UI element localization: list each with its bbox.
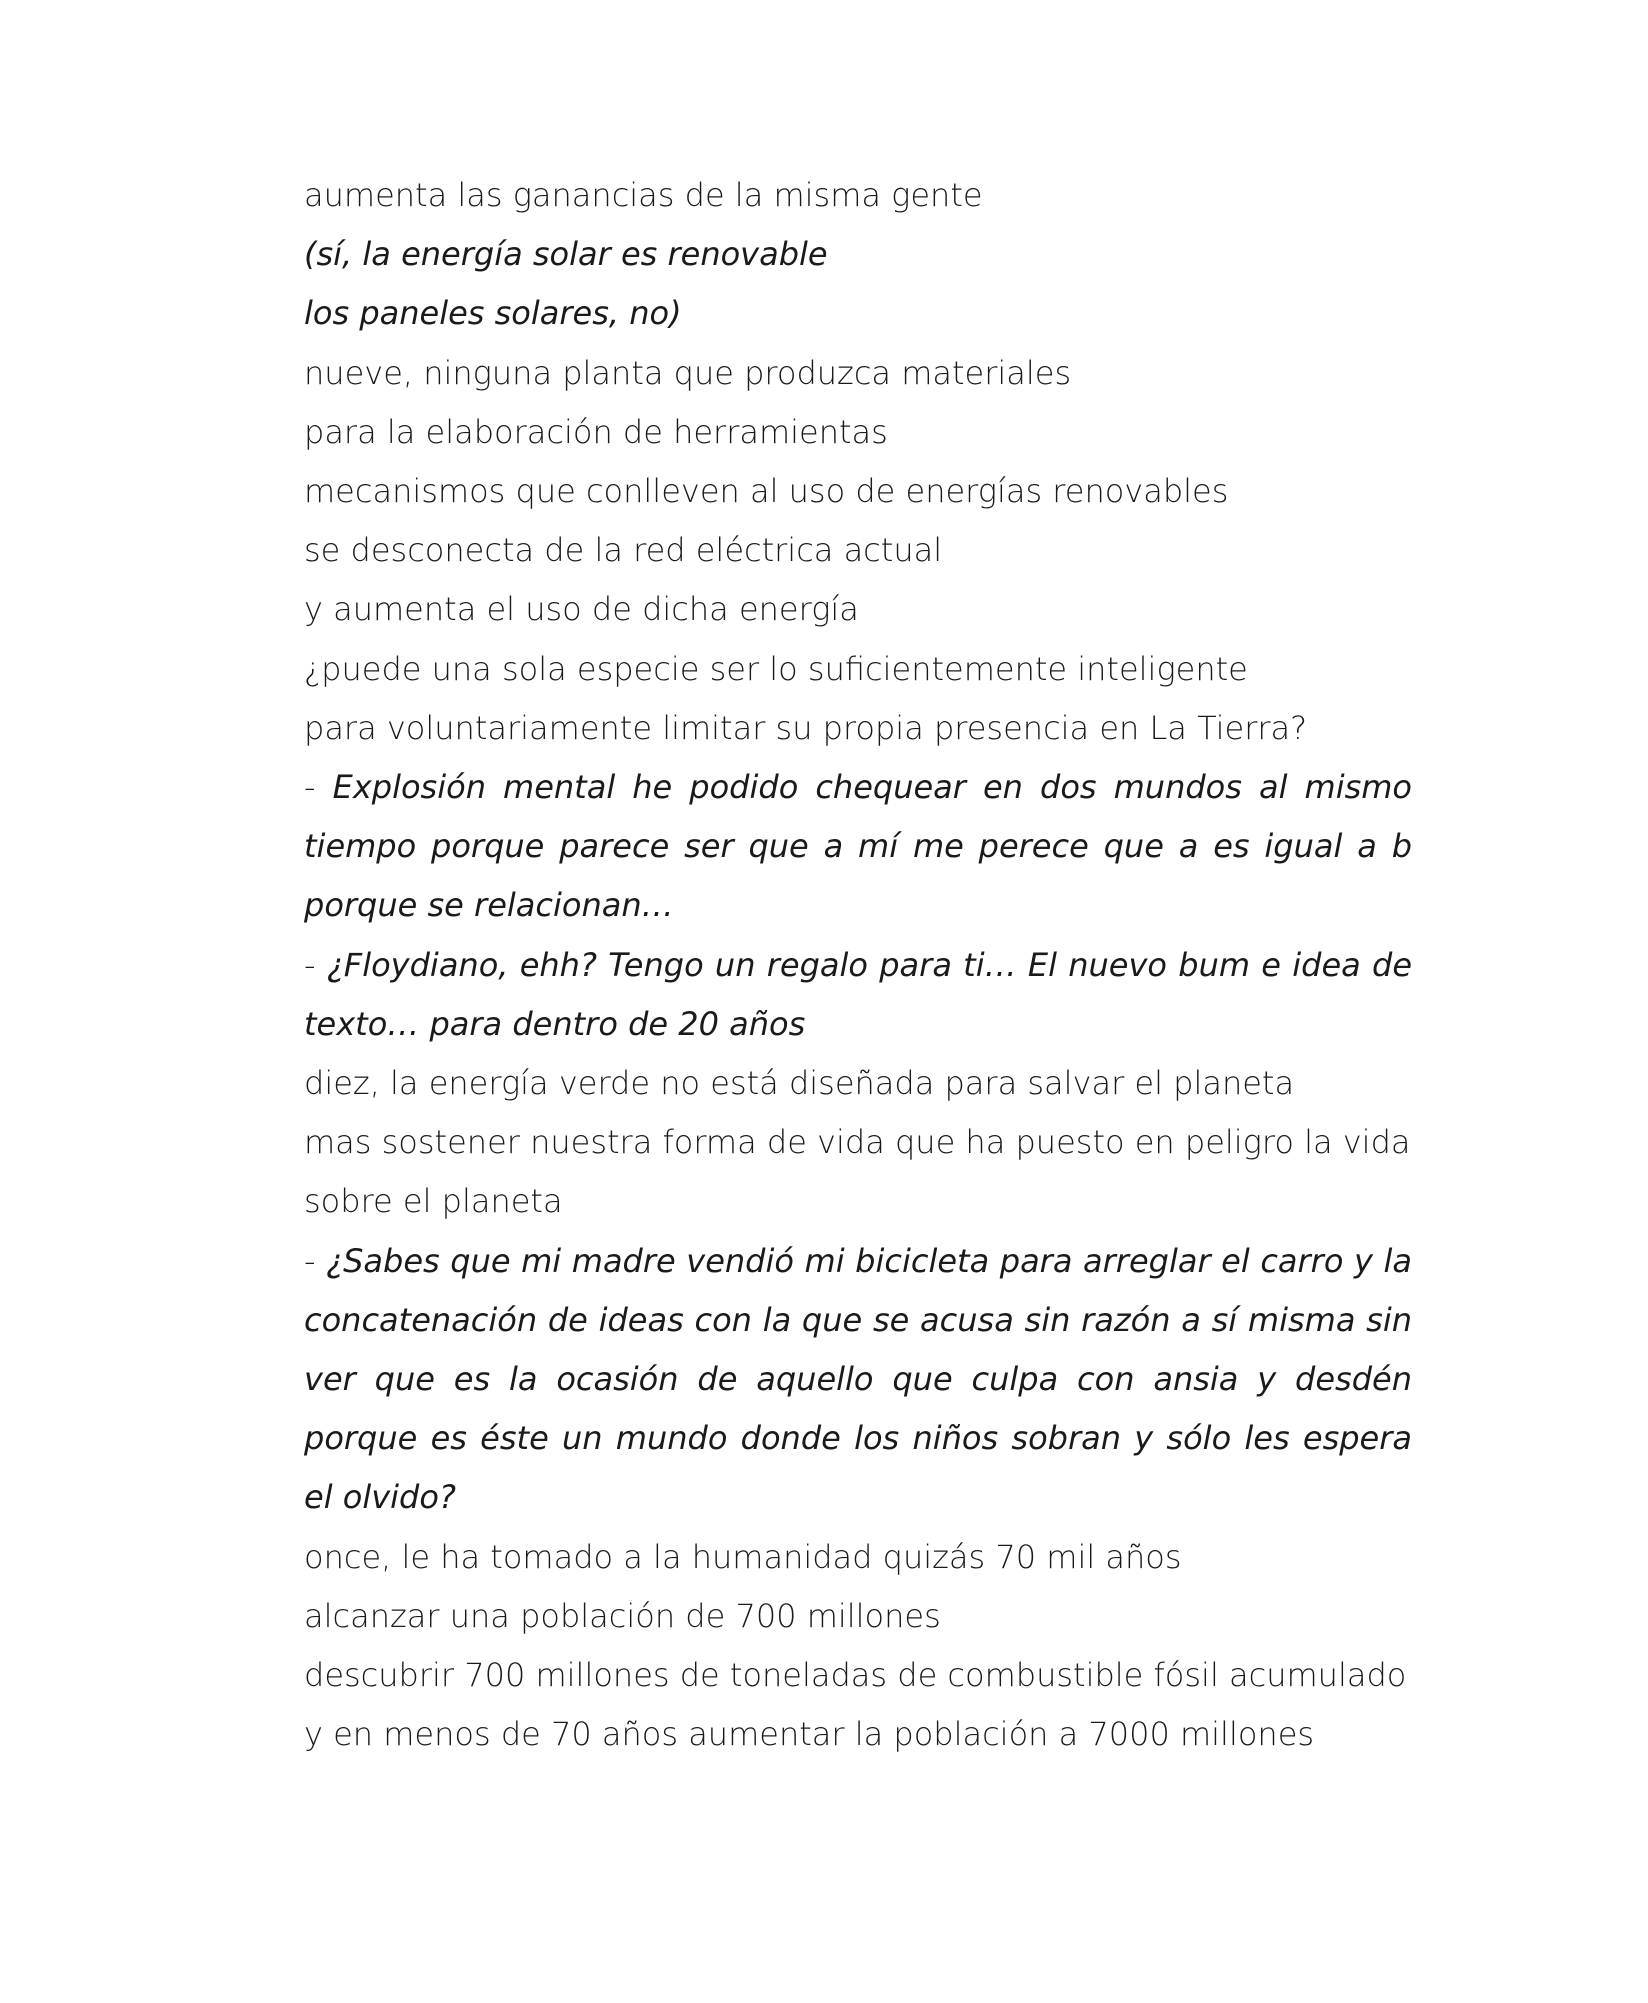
- dialogue-text: Explosión mental he podido chequear en dos mundos al mismo tiempo porque parece ser que a mí me perece que a es igual a b porque se relacionan…: [304, 768, 1413, 925]
- text-line: para la elaboración de herramientas: [304, 412, 888, 451]
- dialogue-paragraph: [304, 758, 1412, 936]
- dialogue-text: ¿Floydiano, ehh? Tengo un regalo para ti… El nuevo bum e idea de texto… para dentro de 20 años: [304, 945, 1413, 1043]
- text-line: aumenta las ganancias de la misma gente: [304, 176, 983, 214]
- text-line: diez, la energía verde no está diseñada para salvar el planeta: [304, 1064, 1295, 1103]
- text-line: ¿puede una sola especie ser lo suficientemente inteligente: [304, 649, 1248, 688]
- text-line: once, le ha tomado a la humanidad quizás 70 mil años: [304, 1537, 1182, 1576]
- poem-text-block: [304, 166, 1412, 1764]
- text-line: sobre el planeta: [304, 1182, 563, 1221]
- text-line: mecanismos que conlleven al uso de energías renovables: [304, 472, 1229, 511]
- dialogue-text: ¿Sabes que mi madre vendió mi bicicleta para arreglar el carro y la concatenación de ideas con la que se acusa sin razón a sí misma sin ver que es la ocasión de aquello que culpa con ansia y desdén porque es éste un mundo donde los niños sobran y sólo les espera el olvido?: [304, 1241, 1413, 1517]
- text-line: los paneles solares, no): [304, 294, 682, 333]
- text-line: y aumenta el uso de dicha energía: [304, 590, 859, 629]
- dialogue-dash: -: [304, 1241, 327, 1280]
- text-line: mas sostener nuestra forma de vida que ha puesto en peligro la vida: [304, 1123, 1411, 1162]
- text-line: se desconecta de la red eléctrica actual: [304, 531, 943, 570]
- text-line: para voluntariamente limitar su propia presencia en La Tierra?: [304, 708, 1308, 747]
- dialogue-dash: -: [304, 945, 327, 984]
- text-line: (sí, la energía solar es renovable: [304, 235, 828, 274]
- text-line: y en menos de 70 años aumentar la población a 7000 millones: [304, 1715, 1315, 1754]
- dialogue-dash: -: [304, 768, 333, 807]
- text-line: alcanzar una población de 700 millones: [304, 1596, 941, 1635]
- text-line: descubrir 700 millones de toneladas de combustible fósil acumulado: [304, 1656, 1407, 1695]
- dialogue-paragraph: [304, 1232, 1412, 1528]
- dialogue-paragraph: [304, 936, 1412, 1054]
- text-line: nueve, ninguna planta que produzca materiales: [304, 353, 1072, 392]
